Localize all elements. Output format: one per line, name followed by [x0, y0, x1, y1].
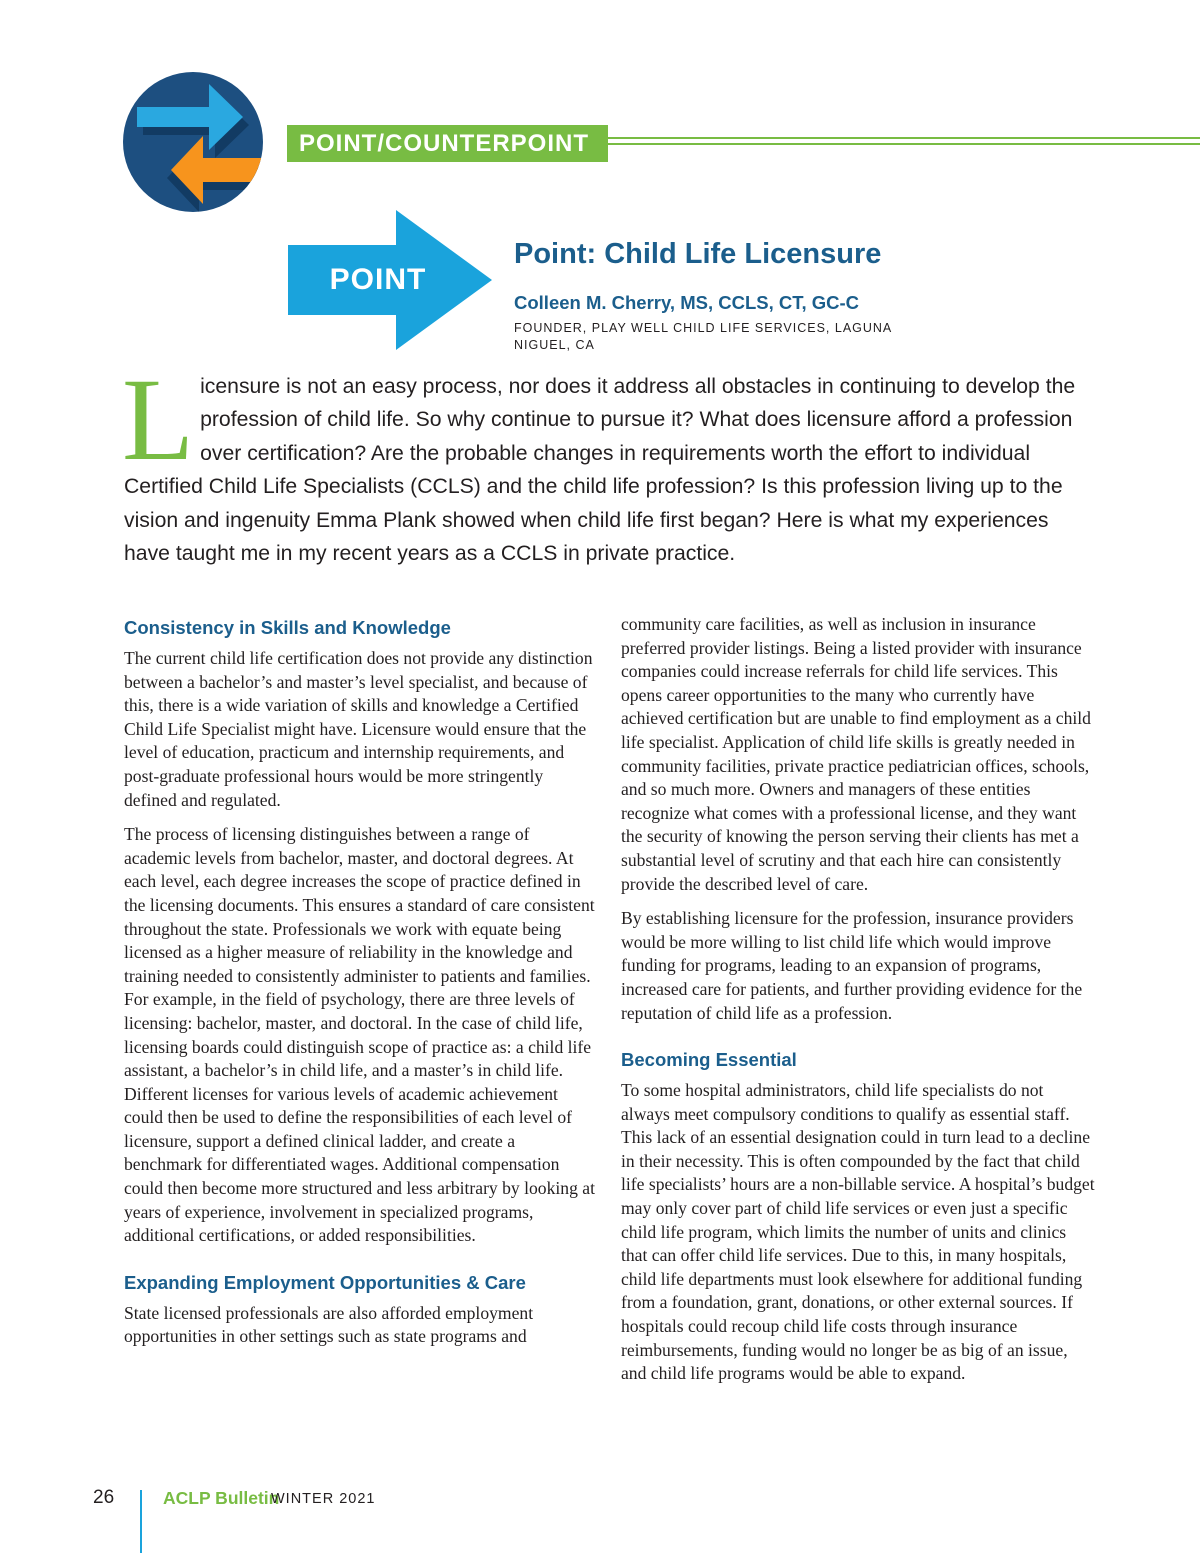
banner-rule-top [608, 137, 1200, 139]
paragraph: State licensed professionals are also afforded employment opportunities in other settings such as state programs and [124, 1302, 534, 1347]
point-arrow [288, 210, 492, 350]
paragraph: To some hospital administrators, child life specialists do not always meet compulsory conditions to qualify as essential staff. This lack of an essential designation could in turn lead to a decline in their necessity. This is often compounded by the fact that child life specialists’ hours are a non-billable service. A hospital’s budget may only cover part of child life services or even just a specific child life program, which limits the number of units and clinics that can offer child life services. Due to this, in many hospitals, child life departments must look elsewhere for additional funding from a foundation, grant, donations, or other external sources. If hospitals could recoup child life costs through insurance reimbursements, funding would no longer be as big of an issue, and child life programs would be able to expand. [621, 1080, 1095, 1384]
right-column [621, 613, 1095, 1397]
page-number: 26 [93, 1487, 115, 1508]
point-label: POINT [329, 263, 427, 296]
arrows-logo-icon [123, 72, 263, 212]
paragraph: By establishing licensure for the profession, insurance providers would be more willing to list child life which would improve funding for programs, leading to an expansion of programs, increased care for patients, and further providing evidence for the reputation of child life as a profession. [621, 908, 1083, 1023]
paragraph: community care facilities, as well as inclusion in insurance preferred provider listings. Being a listed provider with insurance companies could increase referrals for child life services. This opens career opportunities to the many who currently have achieved certification but are unable to find employment as a child life specialist. Application of child life skills is greatly needed in community facilities, private practice pediatrician offices, schools, and so much more. Owners and managers of these entities recognize what comes with a professional license, and they want the security of knowing the person serving their clients has met a substantial level of scrutiny and that each hire can consistently provide the described level of care. [621, 614, 1091, 894]
author-affiliation: FOUNDER, PLAY WELL CHILD LIFE SERVICES, LAGUNA NIGUEL, CA [514, 321, 892, 352]
intro-paragraph [122, 354, 1084, 570]
left-column [124, 613, 596, 1360]
article-author: Colleen M. Cherry, MS, CCLS, CT, GC-C [514, 292, 860, 313]
banner-rule-bottom [608, 143, 1200, 145]
publication-name: ACLP Bulletin [163, 1488, 280, 1508]
drop-cap: L [122, 354, 195, 485]
footer-divider [140, 1490, 142, 1553]
section-banner: POINT/COUNTERPOINT [287, 125, 608, 162]
heading-consistency: Consistency in Skills and Knowledge [124, 617, 451, 638]
paragraph: The process of licensing distinguishes between a range of academic levels from bachelor, master, and doctoral degrees. At each level, each degree increases the scope of practice defined in the licensing documents. This ensures a standard of care consistent throughout the state. Professionals we work with equate being licensed as a higher measure of reliability in the knowledge and training needed to consistently administer to patients and families. For example, in the field of psychology, there are three levels of licensing: bachelor, master, and doctoral. In the case of child life, licensing boards could distinguish scope of practice as: a child life assistant, a bachelor’s in child life, and a master’s in child life. Different licenses for various levels of academic achievement could then be used to define the responsibilities of each level of licensure, support a defined clinical ladder, and create a benchmark for differentiated wages. Additional compensation could then become more structured and less arbitrary by looking at years of experience, involvement in specialized programs, additional certifications, or added responsibilities. [124, 824, 595, 1246]
issue-label: WINTER 2021 [271, 1491, 376, 1507]
article-title: Point: Child Life Licensure [514, 238, 882, 270]
heading-essential: Becoming Essential [621, 1049, 797, 1071]
intro-text: icensure is not an easy process, nor does it address all obstacles in continuing to develop the profession of child life. So why continue to pursue it? What does licensure afford a profession over certification? Are the probable changes in requirements worth the effort to individual Certified Child Life Specialists (CCLS) and the child life profession? Is this profession living up to the vision and ingenuity Emma Plank showed when child life first began? Here is what my experiences have taught me in my recent years as a CCLS in private practice. [124, 375, 1076, 566]
point-counterpoint-logo [123, 72, 263, 212]
paragraph: The current child life certification does not provide any distinction between a bachelor’s and master’s level specialist, and because of this, there is a wide variation of skills and knowledge a Certified Child Life Specialist might have. Licensure would ensure that the level of education, practicum and internship requirements, and post-graduate professional hours would be more stringently defined and regulated. [124, 648, 593, 810]
heading-employment: Expanding Employment Opportunities & Care [124, 1271, 526, 1293]
